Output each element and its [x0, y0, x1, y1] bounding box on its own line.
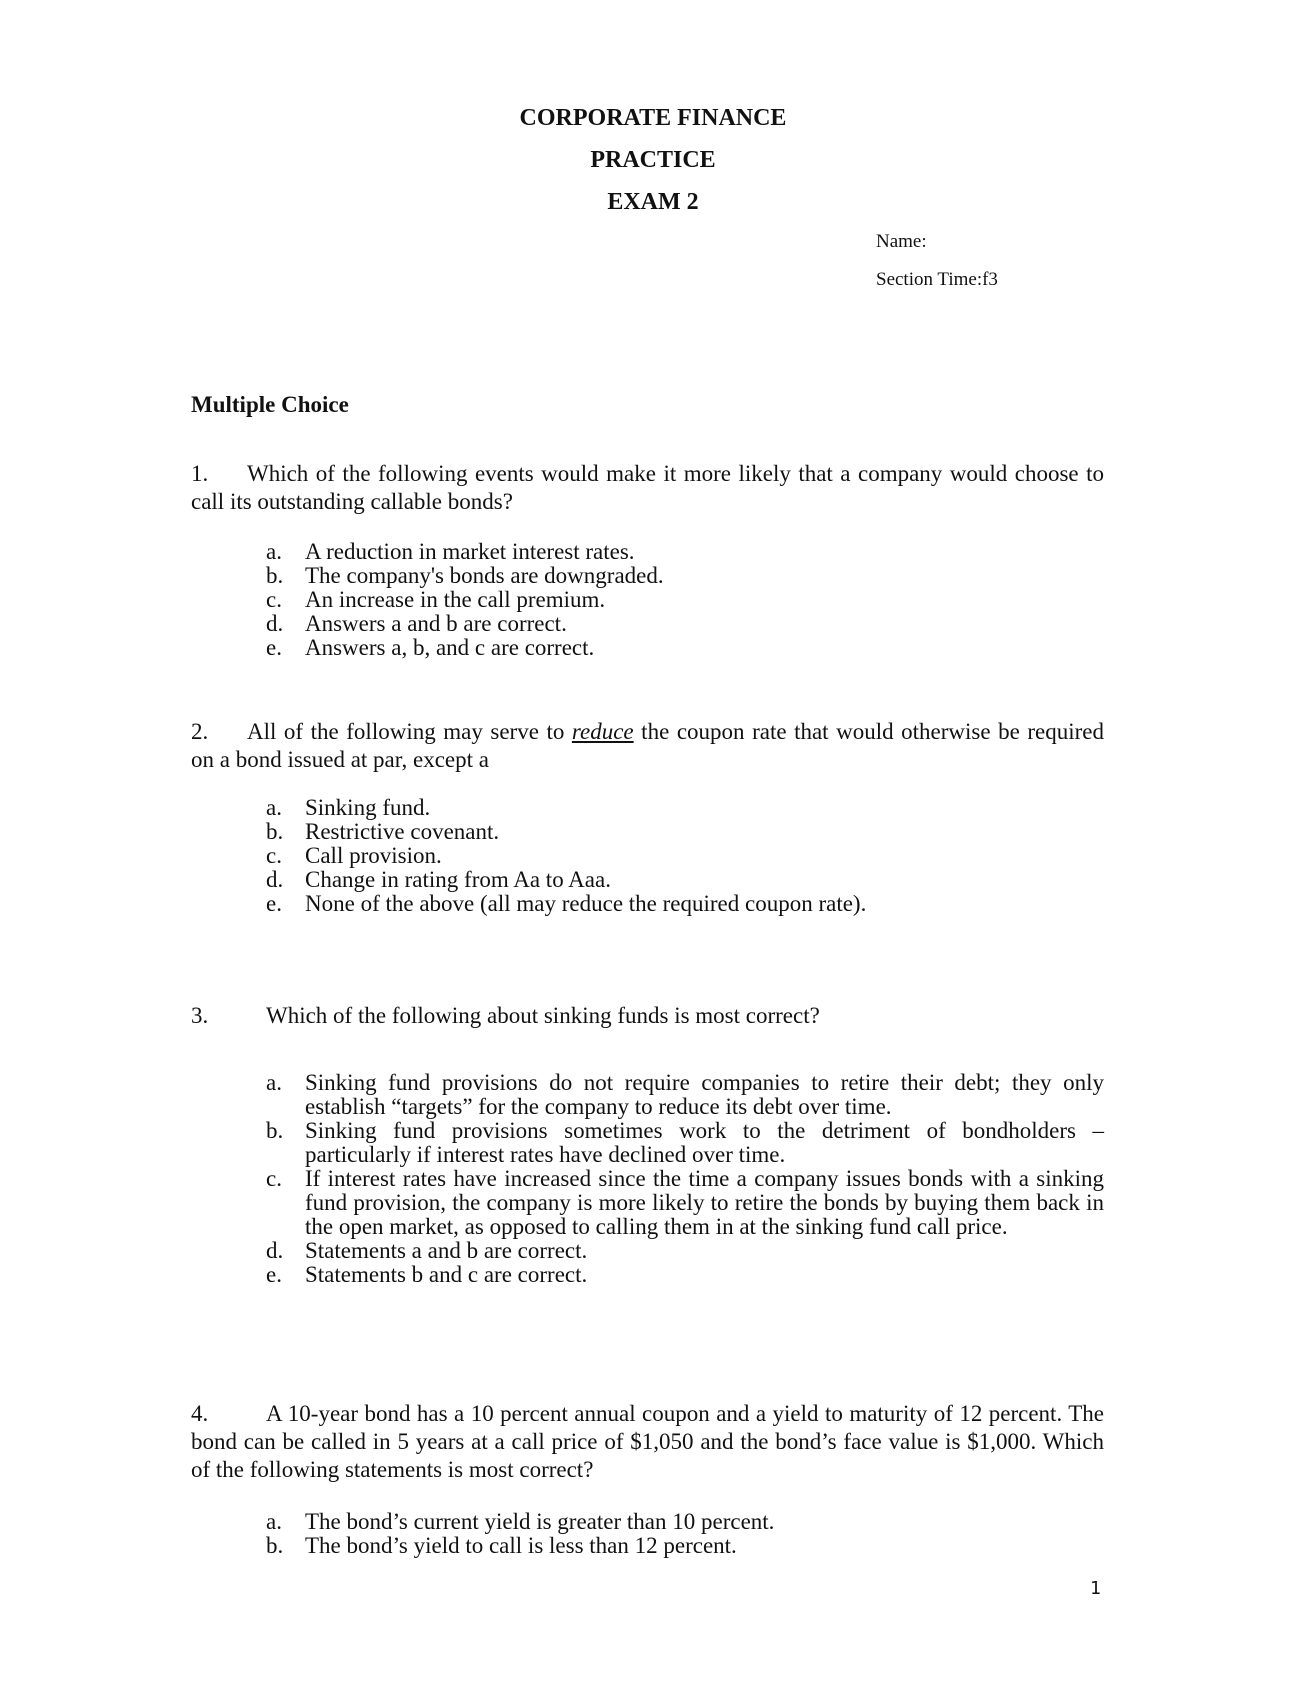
- option: [266, 1119, 1104, 1167]
- option-letter: c.: [266, 1166, 282, 1191]
- option: [266, 820, 1104, 844]
- option-text: Answers a and b are correct.: [305, 611, 567, 636]
- question-text: A 10-year bond has a 10 percent annual coupon and a yield to maturity of 12 percent. The bond can be called in 5 years at a call price of $1,050 and the bond’s face value is $1,000. Which of the following statements is most correct?: [191, 1401, 1104, 1482]
- option-text: The company's bonds are downgraded.: [305, 563, 664, 588]
- option-letter: a.: [266, 795, 282, 820]
- option: [266, 612, 1104, 636]
- page-number: 1: [1090, 1578, 1101, 1599]
- section-time-label: Section Time:f3: [876, 269, 998, 290]
- option-letter: d.: [266, 867, 284, 892]
- option-text: Change in rating from Aa to Aaa.: [305, 867, 611, 892]
- section-heading: Multiple Choice: [191, 392, 349, 417]
- option-letter: e.: [266, 891, 282, 916]
- option-letter: a.: [266, 539, 282, 564]
- question-3-options: [266, 1071, 1104, 1287]
- question-text: Which of the following about sinking funds is most correct?: [266, 1003, 820, 1028]
- option: [266, 1510, 1104, 1534]
- option-text: Sinking fund provisions do not require companies to retire their debt; they only establish “targets” for the company to reduce its debt over time.: [305, 1070, 1104, 1119]
- option-letter: d.: [266, 1238, 284, 1263]
- option: [266, 1263, 1104, 1287]
- option-text: The bond’s yield to call is less than 12 percent.: [305, 1533, 737, 1558]
- option-text: Restrictive covenant.: [305, 819, 500, 844]
- option-letter: b.: [266, 1533, 284, 1558]
- name-label: Name:: [876, 231, 927, 252]
- question-1: [191, 460, 1104, 516]
- option-letter: b.: [266, 563, 284, 588]
- option-letter: d.: [266, 611, 284, 636]
- question-text: Which of the following events would make it more likely that a company would choose to call its outstanding callable bonds?: [191, 461, 1104, 514]
- option-text: The bond’s current yield is greater than 10 percent.: [305, 1509, 775, 1534]
- option-text: None of the above (all may reduce the required coupon rate).: [305, 891, 867, 916]
- option: [266, 1167, 1104, 1239]
- title-line-1: CORPORATE FINANCE: [519, 105, 787, 131]
- option: [266, 564, 1104, 588]
- option: [266, 892, 1104, 916]
- question-2-options: [266, 796, 1104, 916]
- question-number: 3.: [191, 1003, 209, 1028]
- option-letter: b.: [266, 1118, 284, 1143]
- option-letter: b.: [266, 819, 284, 844]
- option: [266, 868, 1104, 892]
- option-letter: a.: [266, 1070, 282, 1095]
- option: [266, 540, 1104, 564]
- option: [266, 1239, 1104, 1263]
- question-text-before: All of the following may serve to: [247, 719, 572, 744]
- question-number: 2.: [191, 719, 209, 744]
- option: [266, 844, 1104, 868]
- option-letter: c.: [266, 843, 282, 868]
- title-line-2: PRACTICE: [590, 147, 716, 173]
- option: [266, 1534, 1104, 1558]
- option-text: Sinking fund.: [305, 795, 431, 820]
- question-4: [191, 1400, 1104, 1484]
- option-letter: a.: [266, 1509, 282, 1534]
- question-number: 4.: [191, 1401, 209, 1426]
- option-text: Sinking fund provisions sometimes work to the detriment of bondholders – particularly if interest rates have declined over time.: [305, 1118, 1104, 1167]
- option-text: Statements b and c are correct.: [305, 1262, 588, 1287]
- title-line-3: EXAM 2: [607, 189, 699, 215]
- option-text: Statements a and b are correct.: [305, 1238, 588, 1263]
- option: [266, 796, 1104, 820]
- option-letter: c.: [266, 587, 282, 612]
- question-2: [191, 718, 1104, 774]
- question-text-emphasis: reduce: [571, 719, 634, 744]
- option: [266, 588, 1104, 612]
- question-1-options: [266, 540, 1104, 660]
- option-text: Call provision.: [305, 843, 442, 868]
- option-letter: e.: [266, 635, 282, 660]
- option-text: A reduction in market interest rates.: [305, 539, 635, 564]
- question-text-after: the coupon rate that would otherwise be required on a bond issued at par, except a: [191, 719, 1104, 772]
- option-text: Answers a, b, and c are correct.: [305, 635, 595, 660]
- option: [266, 1071, 1104, 1119]
- question-4-options: [266, 1510, 1104, 1558]
- option-text: If interest rates have increased since the time a company issues bonds with a sinking fund provision, the company is more likely to retire the bonds by buying them back in the open market, as opposed to calling them in at the sinking fund call price.: [305, 1166, 1104, 1239]
- option: [266, 636, 1104, 660]
- question-number: 1.: [191, 461, 209, 486]
- question-3: [191, 1002, 1104, 1030]
- option-letter: e.: [266, 1262, 282, 1287]
- option-text: An increase in the call premium.: [305, 587, 606, 612]
